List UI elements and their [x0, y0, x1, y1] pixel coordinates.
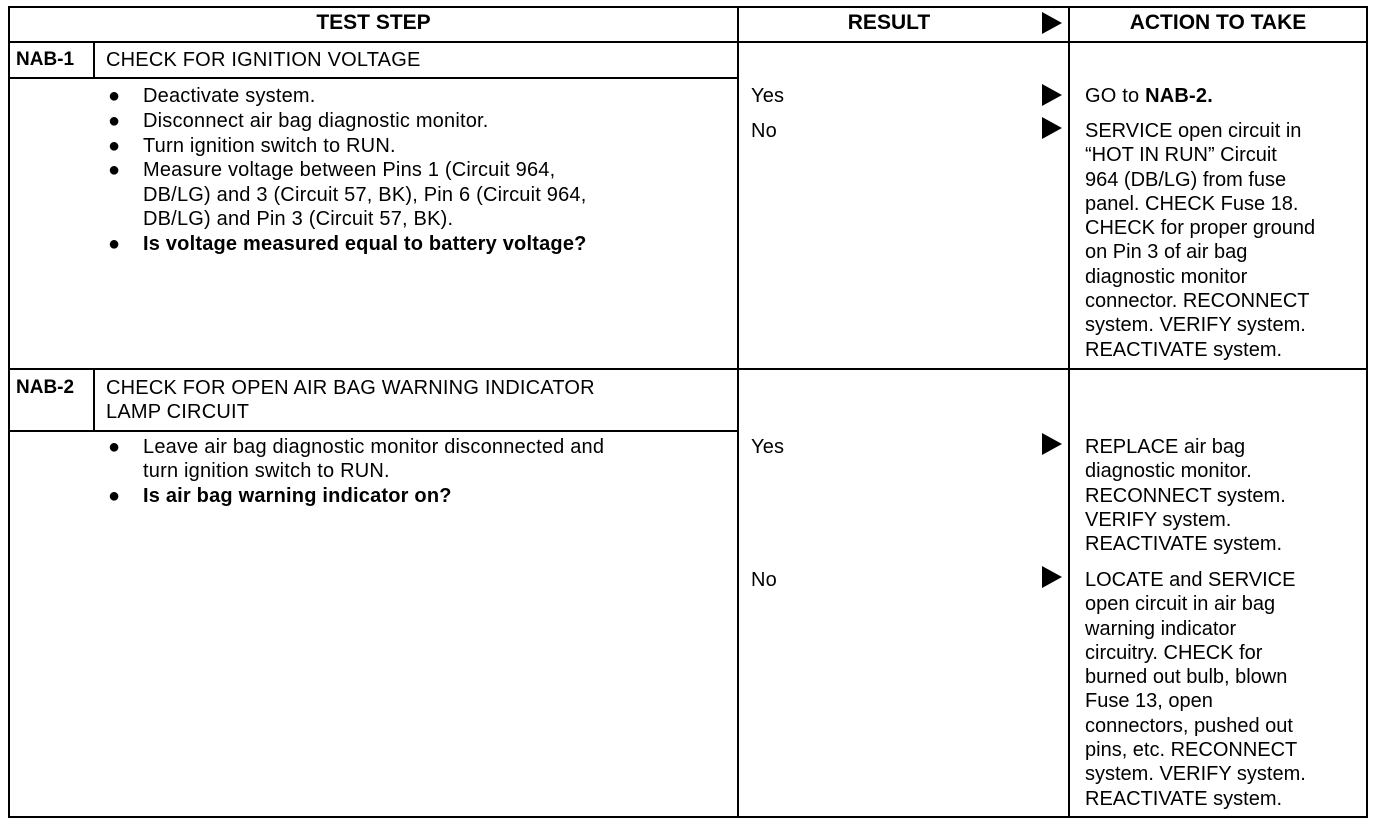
action-line: open circuit in air bag — [1085, 593, 1276, 616]
action-line: CHECK for proper ground — [1085, 217, 1316, 240]
nab1-bullet-5-question: Is voltage measured equal to battery voltage? — [143, 233, 587, 255]
result-arrow-icon — [1042, 117, 1062, 139]
action-line: REACTIVATE system. — [1085, 787, 1283, 810]
test-step-result-divider — [737, 6, 739, 818]
nab1-result-yes: Yes — [751, 85, 785, 107]
step-id-divider-nab1 — [93, 41, 95, 79]
action-line: SERVICE open circuit in — [1085, 120, 1302, 142]
bullet-dot-icon: ● — [108, 110, 121, 132]
action-line: LOCATE and SERVICE — [1085, 569, 1296, 591]
action-line: panel. CHECK Fuse 18. — [1085, 192, 1299, 215]
header-arrow-icon — [1042, 12, 1062, 34]
action-line: VERIFY system. — [1085, 508, 1232, 531]
nab1-title-bottom-border — [8, 77, 738, 79]
action-line: REACTIVATE system. — [1085, 338, 1283, 361]
header-result: RESULT — [847, 11, 931, 34]
action-line: warning indicator — [1085, 617, 1237, 640]
nab1-yes-action-link: NAB-2. — [1145, 85, 1213, 107]
nab1-bullet-4-line-1: Measure voltage between Pins 1 (Circuit 964, — [143, 159, 556, 181]
action-line: system. VERIFY system. — [1085, 763, 1306, 786]
table-right-border — [1366, 6, 1368, 818]
nab2-yes-action — [1085, 435, 1286, 556]
step-title-nab2-line-2: LAMP CIRCUIT — [106, 401, 250, 423]
nab1-yes-action — [1085, 84, 1213, 108]
nab2-title-bottom-border — [8, 430, 738, 432]
header-action-to-take: ACTION TO TAKE — [1129, 11, 1307, 34]
action-line: “HOT IN RUN” Circuit — [1085, 144, 1277, 167]
result-arrow-icon — [1042, 84, 1062, 106]
result-arrow-icon — [1042, 433, 1062, 455]
nab1-bullet-4-line-2: DB/LG) and 3 (Circuit 57, BK), Pin 6 (Circuit 964, — [143, 184, 587, 206]
header-bottom-border — [8, 41, 1368, 43]
nab1-bullet-4-line-3: DB/LG) and Pin 3 (Circuit 57, BK). — [143, 208, 454, 230]
action-line: system. VERIFY system. — [1085, 314, 1306, 337]
action-line: REPLACE air bag — [1085, 436, 1246, 458]
header-test-step: TEST STEP — [316, 11, 431, 34]
step-separator-border — [8, 368, 1368, 370]
result-arrow-icon — [1042, 566, 1062, 588]
nab1-yes-action-prefix: GO to — [1085, 85, 1146, 107]
bullet-dot-icon: ● — [108, 85, 121, 107]
action-line: on Pin 3 of air bag — [1085, 241, 1248, 264]
nab2-result-no: No — [751, 569, 777, 591]
step-id-nab1: NAB-1 — [16, 49, 75, 70]
bullet-dot-icon: ● — [108, 233, 121, 255]
bullet-dot-icon: ● — [108, 436, 121, 458]
nab1-bullet-3: Turn ignition switch to RUN. — [143, 135, 396, 157]
bullet-dot-icon: ● — [108, 159, 121, 181]
nab2-no-action — [1085, 568, 1306, 811]
step-title-nab1: CHECK FOR IGNITION VOLTAGE — [106, 49, 421, 71]
nab1-bullet-2: Disconnect air bag diagnostic monitor. — [143, 110, 489, 132]
action-line: 964 (DB/LG) from fuse — [1085, 168, 1287, 191]
action-line: RECONNECT system. — [1085, 484, 1286, 507]
nab1-bullet-1: Deactivate system. — [143, 85, 316, 107]
step-id-divider-nab2 — [93, 368, 95, 432]
nab2-bullet-1-line-1: Leave air bag diagnostic monitor disconnected and — [143, 436, 605, 458]
action-line: pins, etc. RECONNECT — [1085, 739, 1298, 762]
action-line: diagnostic monitor — [1085, 265, 1248, 288]
action-line: REACTIVATE system. — [1085, 533, 1283, 556]
nab1-result-no: No — [751, 120, 777, 142]
nab2-result-yes: Yes — [751, 436, 785, 458]
action-line: connector. RECONNECT — [1085, 290, 1310, 313]
nab2-bullet-2-question: Is air bag warning indicator on? — [143, 485, 452, 507]
action-line: Fuse 13, open — [1085, 690, 1213, 713]
result-action-divider — [1068, 6, 1070, 818]
action-line: diagnostic monitor. — [1085, 460, 1252, 483]
nab2-bullet-1-line-2: turn ignition switch to RUN. — [143, 460, 390, 482]
nab1-no-action — [1085, 119, 1315, 362]
table-bottom-border — [8, 816, 1368, 818]
action-line: burned out bulb, blown — [1085, 666, 1288, 689]
bullet-dot-icon: ● — [108, 485, 121, 507]
step-id-nab2: NAB-2 — [16, 377, 75, 398]
action-line: circuitry. CHECK for — [1085, 641, 1263, 664]
bullet-dot-icon: ● — [108, 135, 121, 157]
action-line: connectors, pushed out — [1085, 714, 1293, 737]
table-left-border — [8, 6, 10, 818]
step-title-nab2-line-1: CHECK FOR OPEN AIR BAG WARNING INDICATOR — [106, 377, 595, 399]
